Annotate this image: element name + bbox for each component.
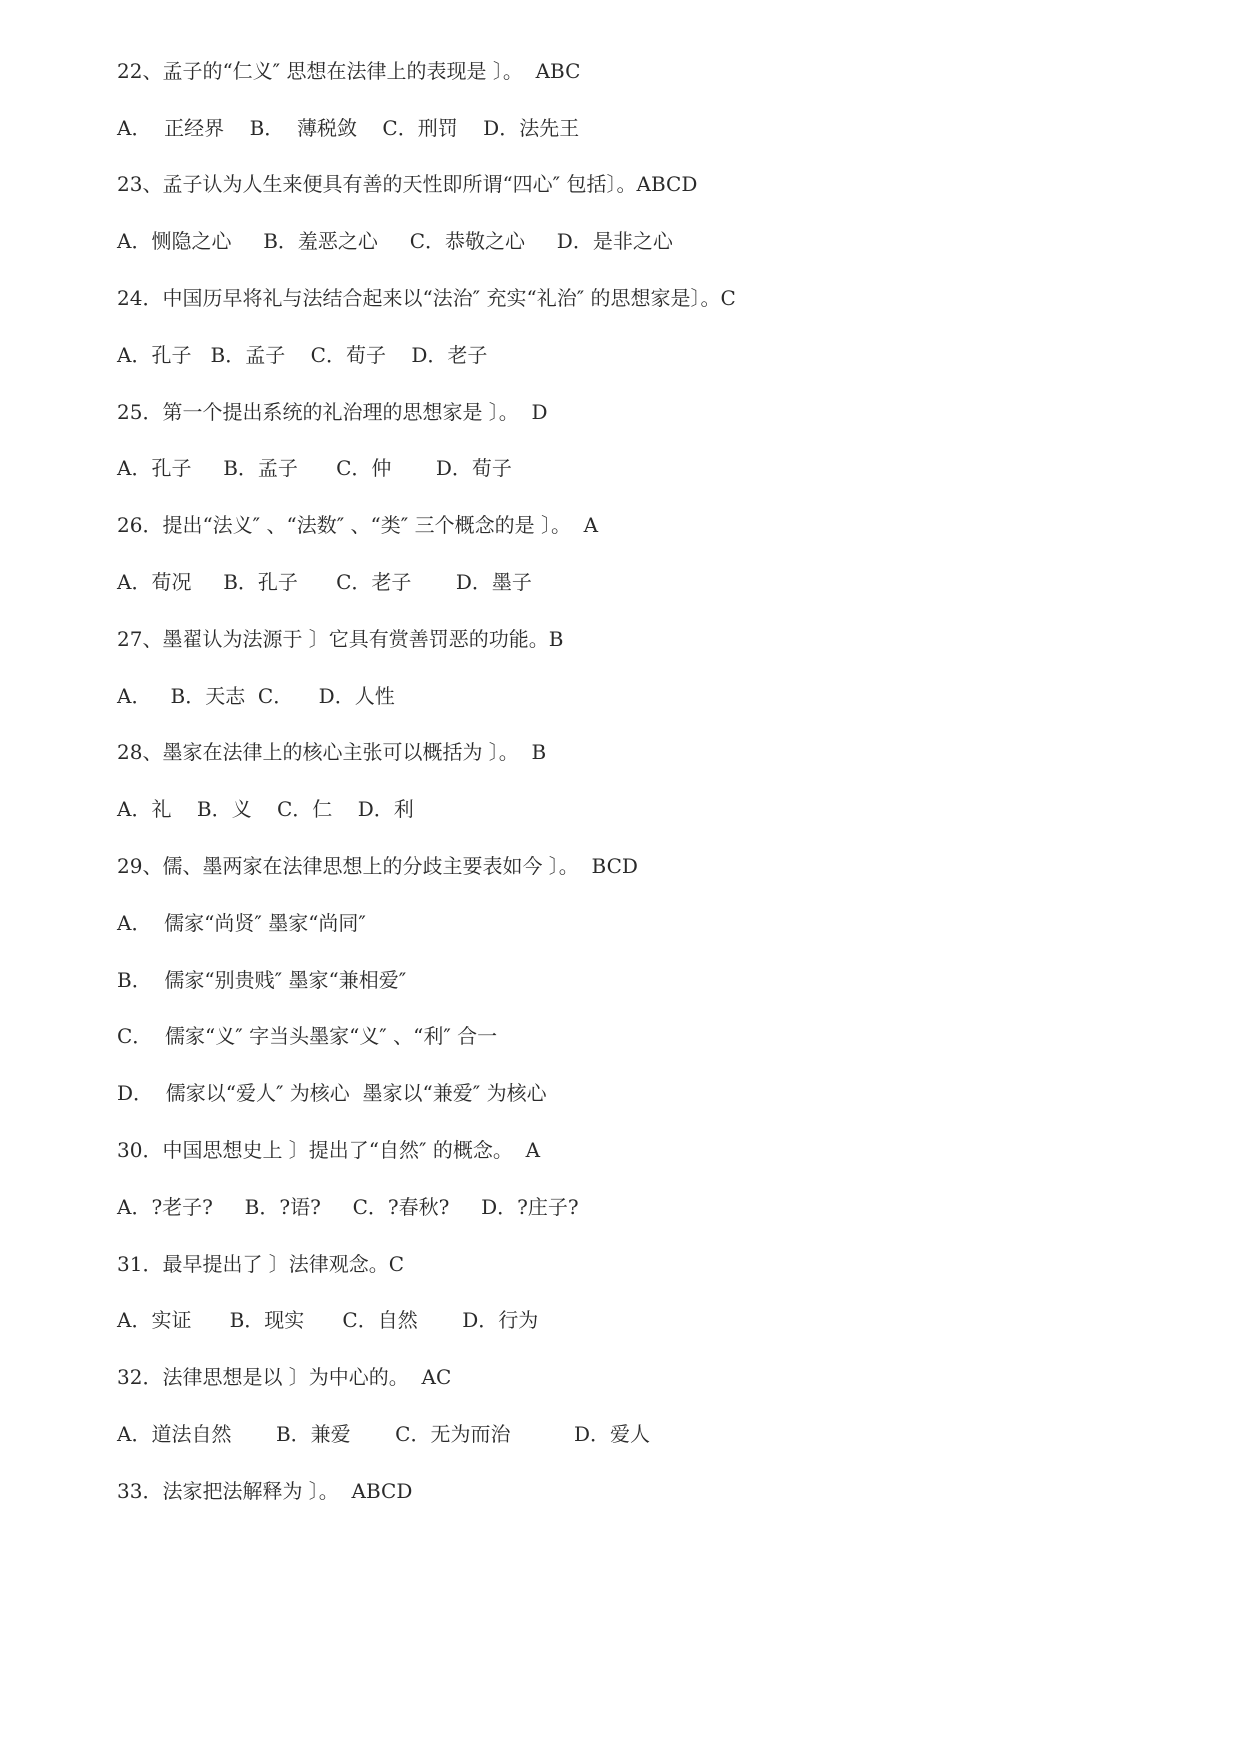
options-24: A．孔子 B．孟子 C．荀子 D．老子 <box>117 343 488 367</box>
question-22: 22、孟子的“仁义″ 思想在法律上的表现是 〕。 ABC <box>117 59 581 83</box>
question-30: 30．中国思想史上 〕提出了“自然″ 的概念。 A <box>117 1138 541 1162</box>
question-26: 26．提出“法义″ 、“法数″ 、“类″ 三个概念的是 〕。 A <box>117 513 599 537</box>
options-23: A．恻隐之心 B．羞恶之心 C．恭敬之心 D．是非之心 <box>117 229 673 253</box>
option-29-a: A． 儒家“尚贤″ 墨家“尚同″ <box>117 911 366 935</box>
question-29: 29、儒、墨两家在法律思想上的分歧主要表如今 〕。 BCD <box>117 854 638 878</box>
question-25: 25．第一个提出系统的礼治理的思想家是 〕。 D <box>117 400 548 424</box>
question-33: 33．法家把法解释为 〕。 ABCD <box>117 1479 413 1503</box>
options-27: A． B．天志 C． D．人性 <box>117 684 395 708</box>
options-25: A．孔子 B．孟子 C．仲 D．荀子 <box>117 456 512 480</box>
options-31: A．实证 B．现实 C．自然 D．行为 <box>117 1308 539 1332</box>
question-28: 28、墨家在法律上的核心主张可以概括为 〕。 B <box>117 740 547 764</box>
question-27: 27、墨翟认为法源于 〕它具有赏善罚恶的功能。B <box>117 627 564 651</box>
options-28: A．礼 B．义 C．仁 D．利 <box>117 797 414 821</box>
options-26: A．荀况 B．孔子 C．老子 D．墨子 <box>117 570 532 594</box>
option-29-c: C． 儒家“义″ 字当头墨家“义″ 、“利″ 合一 <box>117 1024 498 1048</box>
options-30: A．?老子? B．?语? C．?春秋? D．?庄子? <box>117 1195 579 1219</box>
question-24: 24．中国历早将礼与法结合起来以“法治″ 充实“礼治″ 的思想家是〕。C <box>117 286 736 310</box>
option-29-b: B． 儒家“别贵贱″ 墨家“兼相爱″ <box>117 968 407 992</box>
question-31: 31．最早提出了 〕法律观念。C <box>117 1252 405 1276</box>
options-22: A． 正经界 B． 薄税敛 C．刑罚 D．法先王 <box>117 116 580 140</box>
options-32: A．道法自然 B．兼爱 C．无为而治 D．爱人 <box>117 1422 651 1446</box>
question-23: 23、孟子认为人生来便具有善的天性即所谓“四心″ 包括〕。ABCD <box>117 172 698 196</box>
question-32: 32．法律思想是以 〕为中心的。 AC <box>117 1365 452 1389</box>
option-29-d: D． 儒家以“爱人″ 为核心 墨家以“兼爱″ 为核心 <box>117 1081 547 1105</box>
